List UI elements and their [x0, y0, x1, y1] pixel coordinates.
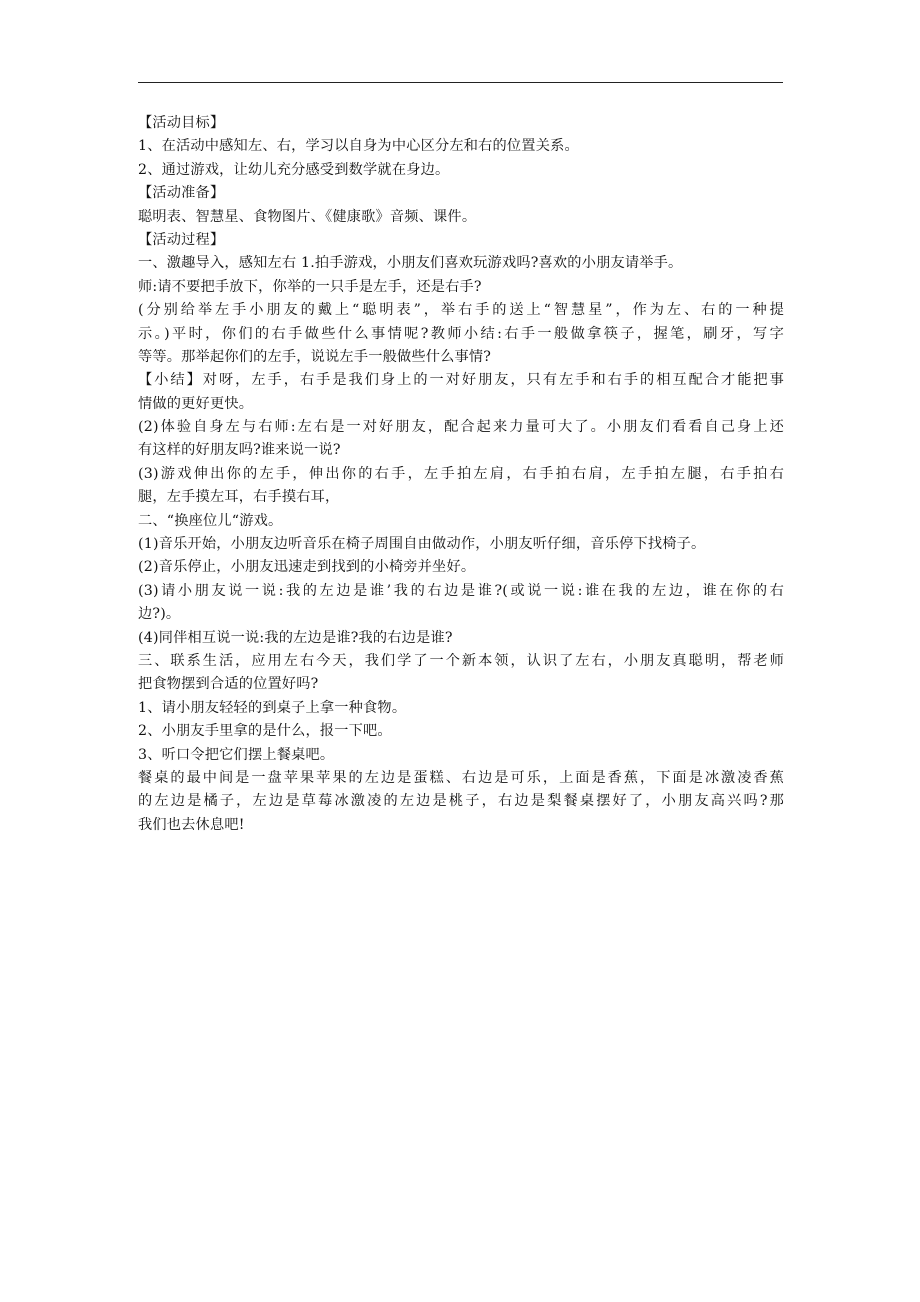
text-line: 聪明表、智慧星、食物图片、《健康歌》音频、课件。: [138, 208, 477, 225]
text-line: 腿，左手摸左耳，右手摸右耳，: [138, 489, 340, 506]
text-line: 二、“换座位儿“游戏。: [138, 512, 283, 529]
text-line: 把食物摆到合适的位置好吗?: [138, 676, 319, 693]
text-line: 餐桌的最中间是一盘苹果苹果的左边是蛋糕、右边是可乐，上面是香蕉，下面是冰激凌香蕉: [138, 769, 784, 786]
text-line: (2)体验自身左与右师:左右是一对好朋友，配合起来力量可大了。小朋友们看看自己身上还: [138, 419, 784, 436]
text-line: 一、激趣导入，感知左右 1.拍手游戏，小朋友们喜欢玩游戏吗?喜欢的小朋友请举手。: [138, 255, 683, 272]
text-line: 师:请不要把手放下，你举的一只手是左手，还是右手?: [138, 278, 482, 295]
text-line: 【活动准备】: [138, 185, 225, 202]
text-line: 三、联系生活，应用左右今天，我们学了一个新本领，认识了左右，小朋友真聪明，帮老师: [138, 652, 784, 669]
text-line: (3)游戏伸出你的左手，伸出你的右手，左手拍左肩，右手拍右肩，左手拍左腿，右手拍右: [138, 465, 784, 482]
text-line: 情做的更好更快。: [138, 395, 254, 412]
header-rule: [138, 82, 783, 83]
text-line: 3、听口令把它们摆上餐桌吧。: [138, 746, 335, 763]
text-line: 有这样的好朋友吗?谁来说一说?: [138, 442, 341, 459]
text-line: 的左边是橘子，左边是草莓冰激凌的左边是桃子，右边是梨餐桌摆好了，小朋友高兴吗?那: [138, 793, 784, 810]
text-line: 2、小朋友手里拿的是什么，报一下吧。: [138, 723, 392, 740]
text-line: 【小结】对呀，左手，右手是我们身上的一对好朋友，只有左手和右手的相互配合才能把事: [138, 372, 784, 389]
text-line: 我们也去休息吧!: [138, 816, 245, 833]
text-line: 等等。那举起你们的左手，说说左手一般做些什么事情?: [138, 348, 492, 365]
text-line: 【活动过程】: [138, 231, 225, 248]
document-body: [138, 112, 784, 837]
text-line: 1、请小朋友轻轻的到桌子上拿一种食物。: [138, 699, 407, 716]
text-line: (分别给举左手小朋友的戴上“聪明表”，举右手的送上“智慧星”，作为左、右的一种提: [138, 302, 784, 319]
text-line: 边?)。: [138, 606, 181, 623]
text-line: 2、通过游戏，让幼儿充分感受到数学就在身边。: [138, 161, 450, 178]
text-line: (1)音乐开始，小朋友边听音乐在椅子周围自由做动作，小朋友听仔细，音乐停下找椅子。: [138, 536, 706, 553]
text-line: (2)音乐停止，小朋友迅速走到找到的小椅旁并坐好。: [138, 559, 476, 576]
text-line: 示。)平时，你们的右手做些什么事情呢?教师小结:右手一般做拿筷子，握笔，刷牙，写字: [138, 325, 784, 342]
text-line: 【活动目标】: [138, 115, 225, 131]
text-line: (3)请小朋友说一说:我的左边是谁’我的右边是谁?(或说一说:谁在我的左边，谁在你的右: [138, 582, 784, 599]
text-line: (4)同伴相互说一说:我的左边是谁?我的右边是谁?: [138, 629, 453, 646]
text-line: 1、在活动中感知左、右，学习以自身为中心区分左和右的位置关系。: [138, 138, 579, 155]
